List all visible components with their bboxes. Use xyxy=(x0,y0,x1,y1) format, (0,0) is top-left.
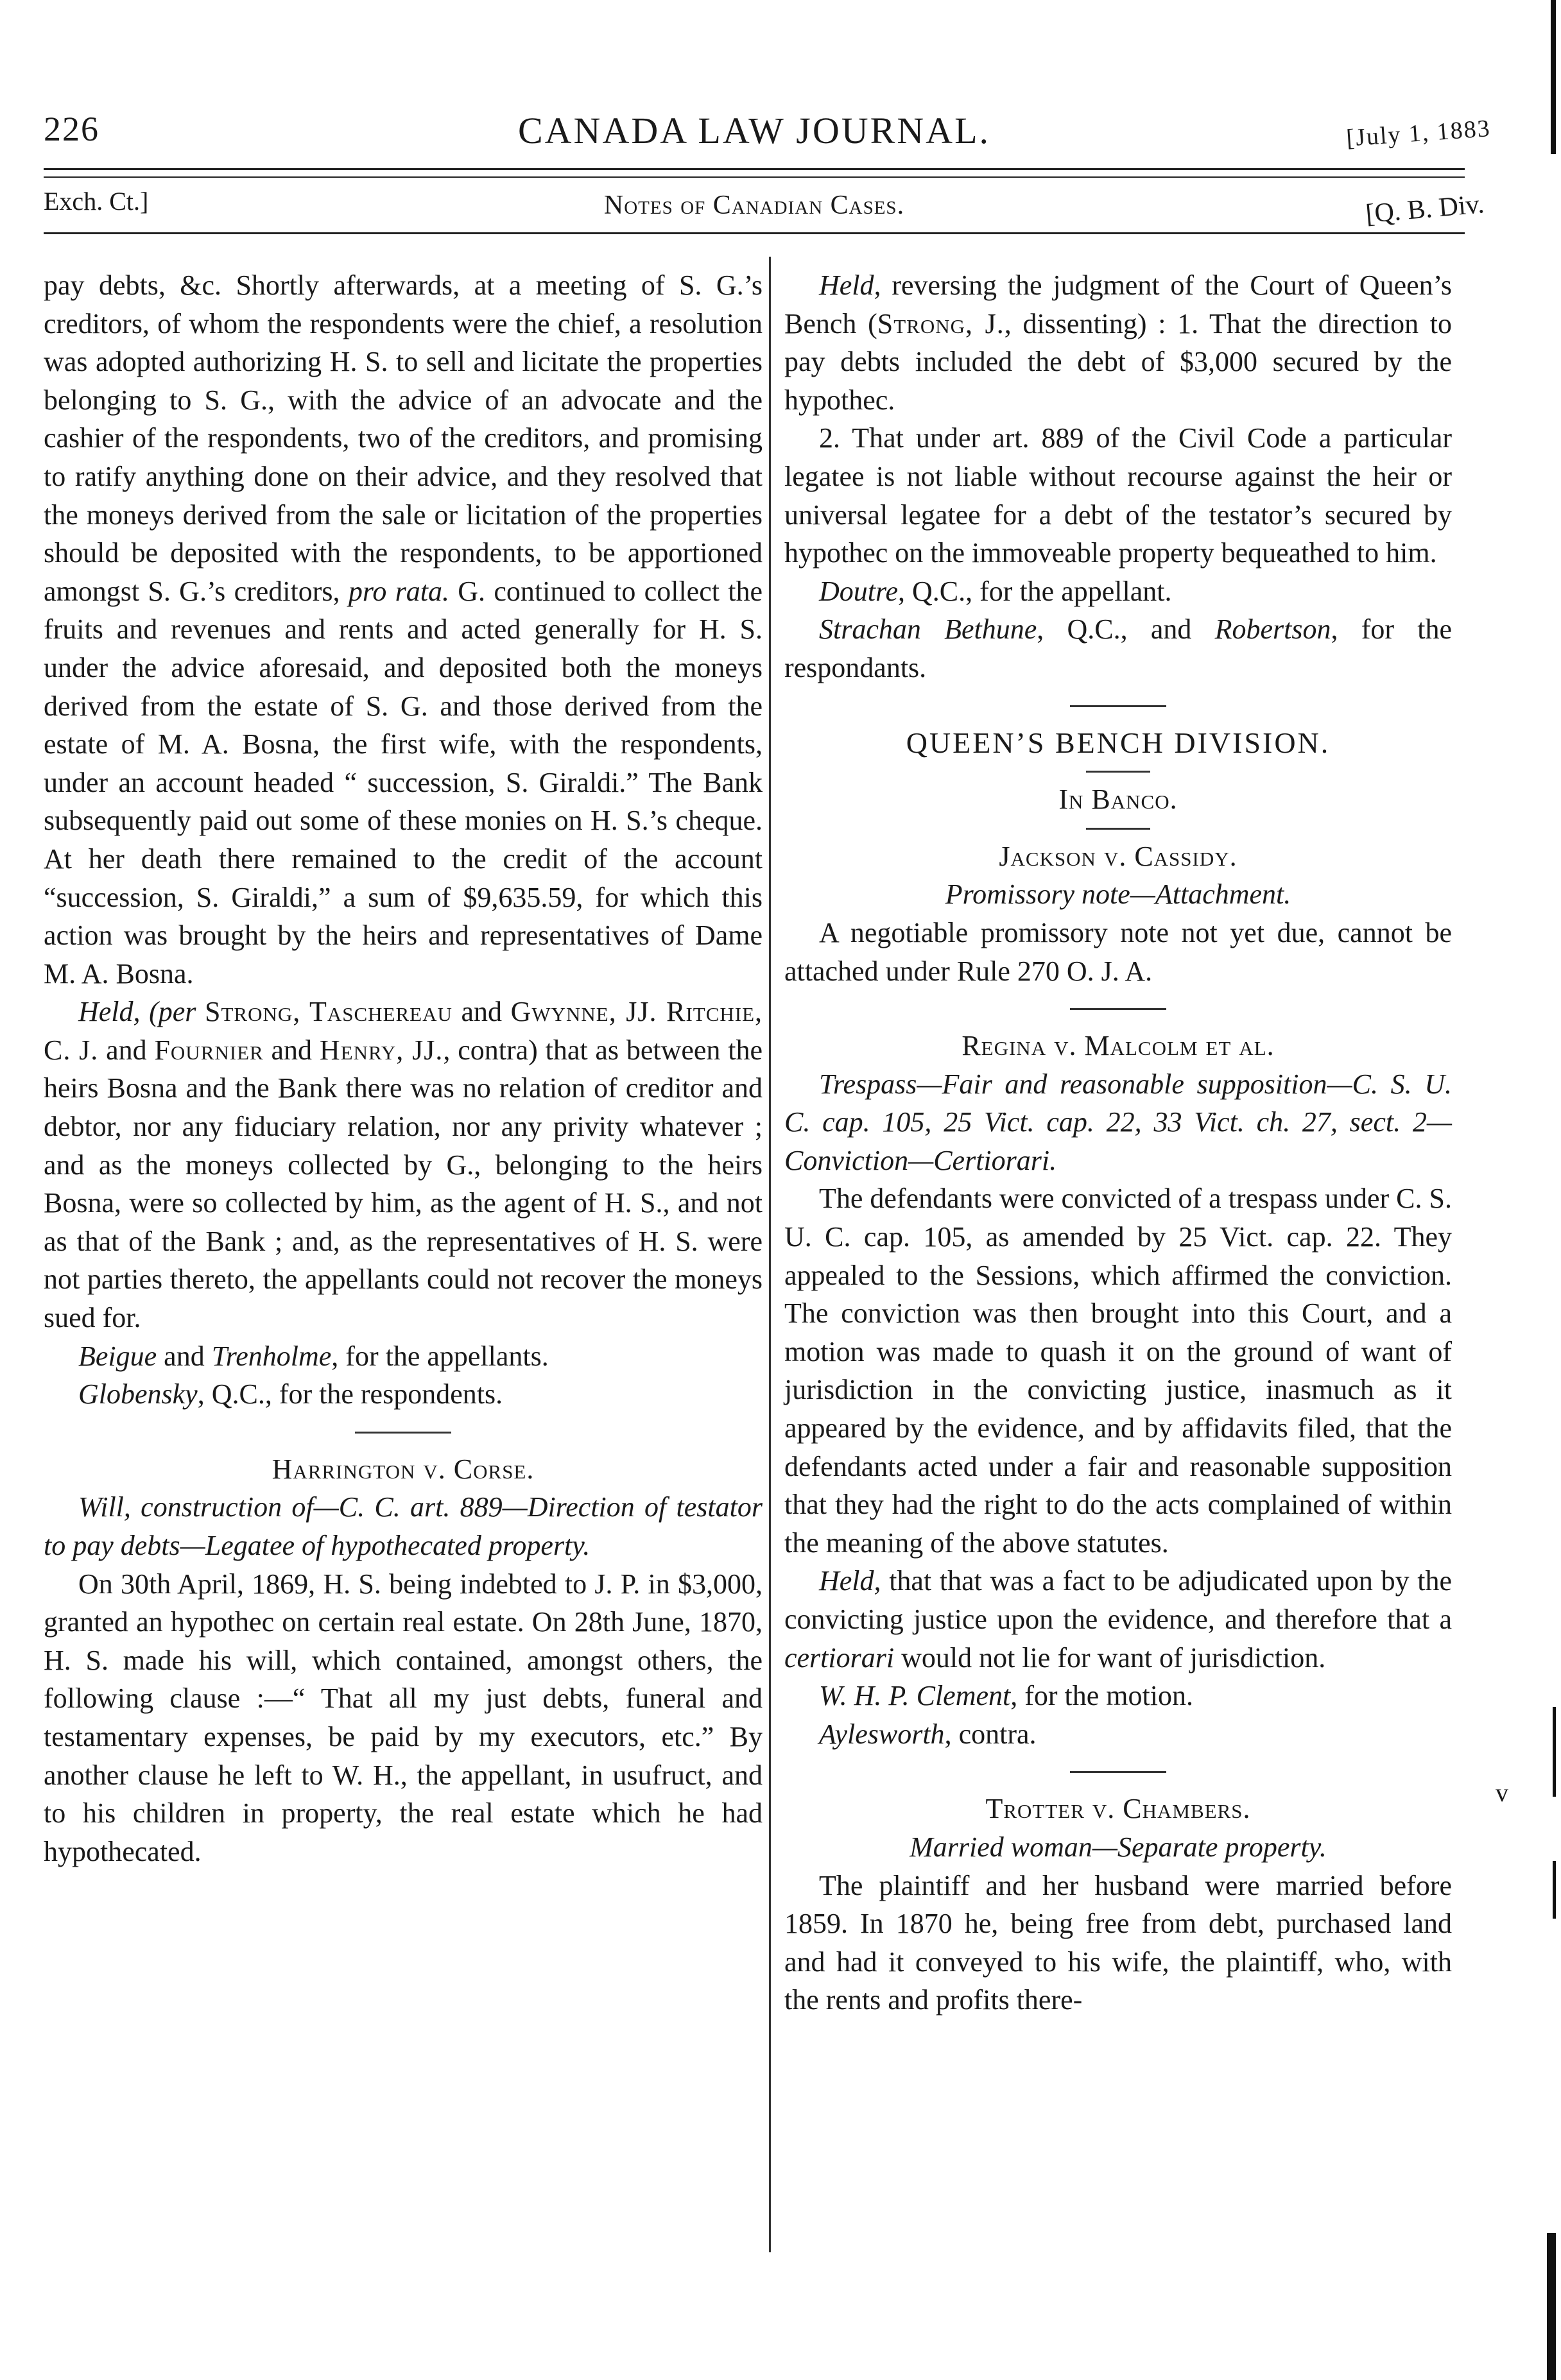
case-title: Regina v. Malcolm et al. xyxy=(962,1030,1275,1062)
held-paragraph xyxy=(44,993,763,1337)
counsel-name: Globensky xyxy=(78,1378,198,1410)
division-heading: QUEEN’S BENCH DIVISION. xyxy=(906,726,1331,759)
held-paragraph xyxy=(784,266,1452,419)
counsel-name: Doutre xyxy=(819,575,899,607)
page-number: 226 xyxy=(44,110,99,148)
judge-names: Strong, Taschereau xyxy=(204,996,453,1028)
holding-text: , contra) that as between the heirs Bosna and the Bank there was no relation of creditor and debtor, nor any fiduciary relation, nor any privity whatever ; and as the moneys collected by G., belonging to the heirs Bosna, were so collected by him, as the agent of H. S., and not as that of the Bank ; and, as the representatives of H. S. were not parties thereto, the appellants could not recover the moneys sued for. xyxy=(44,1034,763,1334)
scan-edge-mark xyxy=(1547,2233,1556,2380)
headnote: Promissory note—Attachment. xyxy=(945,878,1291,911)
held-label: Held, (per xyxy=(78,996,196,1028)
separator-rule xyxy=(1086,771,1150,773)
scan-edge-mark xyxy=(1553,1861,1556,1919)
paragraph: A negotiable promissory note not yet due, cannot be attached under Rule 270 O. J. A. xyxy=(784,916,1452,987)
counsel-line xyxy=(784,572,1452,611)
paragraph: The defendants were convicted of a trespass under C. S. U. C. cap. 105, as amended by 25 Vict. cap. 22. They appealed to the Sessions, which affirmed the conviction. The conviction was then brought into this Court, and a motion was made to quash it on the ground of want of jurisdiction in the convicting justice, inasmuch as it appeared by the evidence, and by affidavits filed, that the defendants acted under a fair and reasonable supposition that they had the right to do the acts complained of within the meaning of the above statutes. xyxy=(784,1183,1453,1559)
case-title: Harrington v. Corse. xyxy=(272,1453,535,1485)
counsel-role: , contra. xyxy=(944,1718,1037,1750)
separator-rule xyxy=(1070,1008,1166,1010)
right-column xyxy=(784,266,1452,2019)
holding-text: , dissenting) : 1. That the direction to pay debts included the debt of $3,000 secured by the hypothec. xyxy=(784,307,1452,416)
paragraph: On 30th April, 1869, H. S. being indebted to J. P. in $3,000, granted an hypothec on certain real estate. On 28th June, 1870, H. S. made his will, which contained, amongst others, the following clause :—“ That all my just debts, funeral and testamentary expenses, be paid by my executors, etc.” By another clause he left to W. H., the appellant, in usufruct, and to his children in property, the real estate which he had hypothecated. xyxy=(44,1568,763,1867)
held-label: Held, xyxy=(819,270,881,301)
counsel-role: , Q.C., for the appellant. xyxy=(898,575,1172,607)
counsel-line xyxy=(44,1337,763,1376)
holding-text: would not lie for want of jurisdiction. xyxy=(894,1641,1326,1674)
in-banco-heading: In Banco. xyxy=(1058,783,1178,816)
counsel-role: , Q.C., and xyxy=(1037,613,1215,646)
paragraph: 2. That under art. 889 of the Civil Code a particular legatee is not liable without recourse against the heir or universal legatee for a debt of the testator’s secured by hypothec on the immoveable property bequeathed to him. xyxy=(784,422,1452,569)
counsel-role: , for the respondants. xyxy=(784,613,1452,683)
right-court-label: [Q. B. Div. xyxy=(1364,189,1486,230)
counsel-name: Robertson xyxy=(1214,613,1331,646)
stray-mark: v xyxy=(1496,1778,1508,1807)
conjunction: and xyxy=(98,1034,155,1066)
scan-edge-mark xyxy=(1553,1707,1556,1797)
judge-names: Henry, JJ. xyxy=(319,1034,444,1066)
separator-rule xyxy=(1086,828,1150,830)
left-court-label: Exch. Ct.] xyxy=(44,187,149,216)
conjunction: and xyxy=(263,1034,320,1066)
separator-rule xyxy=(1070,1771,1166,1773)
counsel-name: Beigue xyxy=(78,1340,157,1372)
counsel-line xyxy=(784,1677,1452,1715)
running-head xyxy=(44,109,1492,167)
italic-text: pro rata. xyxy=(348,575,449,607)
section-head xyxy=(44,186,1486,231)
paragraph xyxy=(44,266,763,993)
case-title: Jackson v. Cassidy. xyxy=(999,840,1238,872)
header-rule xyxy=(44,232,1465,234)
conjunction: and xyxy=(157,1340,212,1372)
journal-title: CANADA LAW JOURNAL. xyxy=(517,110,990,151)
section-title: Notes of Canadian Cases. xyxy=(603,191,905,220)
counsel-name: Strachan Bethune xyxy=(819,613,1037,646)
case-title: Trotter v. Chambers. xyxy=(985,1793,1251,1825)
paragraph: The plaintiff and her husband were married before 1859. In 1870 he, being free from debt, purchased land and had it conveyed to his wife, the plaintiff, who, with the rents and profits there- xyxy=(784,1869,1452,2016)
held-label: Held, xyxy=(819,1565,881,1597)
separator-rule xyxy=(1070,705,1166,707)
separator-rule xyxy=(355,1432,451,1434)
paragraph-text: pay debts, &c. Shortly afterwards, at a meeting of S. G.’s creditors, of whom the respondents were the chief, a resolution was adopted authorizing H. S. to sell and licitate the properties belonging to S. G., with the advice of an advocate and the cashier of the respondents, two of the creditors, and promising to ratify anything done on their advice, and they resolved that the moneys derived from the sale or licitation of the properties should be deposited with the respondents, to be apportioned amongst S. G.’s creditors, xyxy=(44,270,763,607)
scan-edge-mark xyxy=(1551,0,1556,154)
conjunction: and xyxy=(452,996,511,1028)
headnote: Married woman—Separate property. xyxy=(910,1831,1327,1863)
counsel-line xyxy=(44,1375,763,1414)
headnote: Will, construction of—C. C. art. 889—Direction of testator to pay debts—Legatee of hypothecated property. xyxy=(44,1491,763,1561)
held-paragraph xyxy=(784,1562,1452,1677)
counsel-line xyxy=(784,1715,1452,1754)
column-divider xyxy=(769,257,771,2252)
holding-text: reversing the judgment of the Court of Queen’s Bench ( xyxy=(784,270,1452,339)
counsel-role: , for the appellants. xyxy=(331,1340,549,1372)
holding-text: that that was a fact to be adjudicated upon by the convicting justice upon the evidence, and therefore that a xyxy=(784,1565,1452,1635)
judge-names: Fournier xyxy=(154,1034,264,1066)
header-double-rule xyxy=(44,168,1465,178)
counsel-line xyxy=(784,610,1452,687)
issue-date: [July 1, 1883 xyxy=(1345,115,1492,152)
counsel-name: W. H. P. Clement xyxy=(819,1680,1011,1712)
left-column xyxy=(44,266,763,1871)
italic-text: certiorari xyxy=(784,1641,895,1674)
counsel-role: , for the motion. xyxy=(1010,1680,1193,1712)
counsel-name: Aylesworth xyxy=(819,1718,945,1750)
counsel-name: Trenholme xyxy=(211,1340,332,1372)
counsel-role: , Q.C., for the respondents. xyxy=(197,1378,503,1410)
judge-names: Strong, J. xyxy=(877,307,1005,339)
judge-names: Gwynne, JJ. Ritchie, C. J. xyxy=(44,996,763,1066)
headnote: Trespass—Fair and reasonable supposition—C. S. U. C. cap. 105, 25 Vict. cap. 22, 33 Vict. ch. 27, sect. 2—Conviction—Certiorari. xyxy=(784,1068,1452,1176)
paragraph-text: G. continued to collect the fruits and revenues and rents and acted generally for H. S. under the advice aforesaid, and deposited both the moneys derived from the estate of S. G. and those derived from the estate of M. A. Bosna, the first wife, with the respondents, under an account headed “ succession, S. Giraldi.” The Bank subsequently paid out some of these monies on H. S.’s cheque. At her death there remained to the credit of the account “succession, S. Giraldi,” a sum of $9,635.59, for which this action was brought by the heirs and representatives of Dame M. A. Bosna. xyxy=(44,575,763,989)
